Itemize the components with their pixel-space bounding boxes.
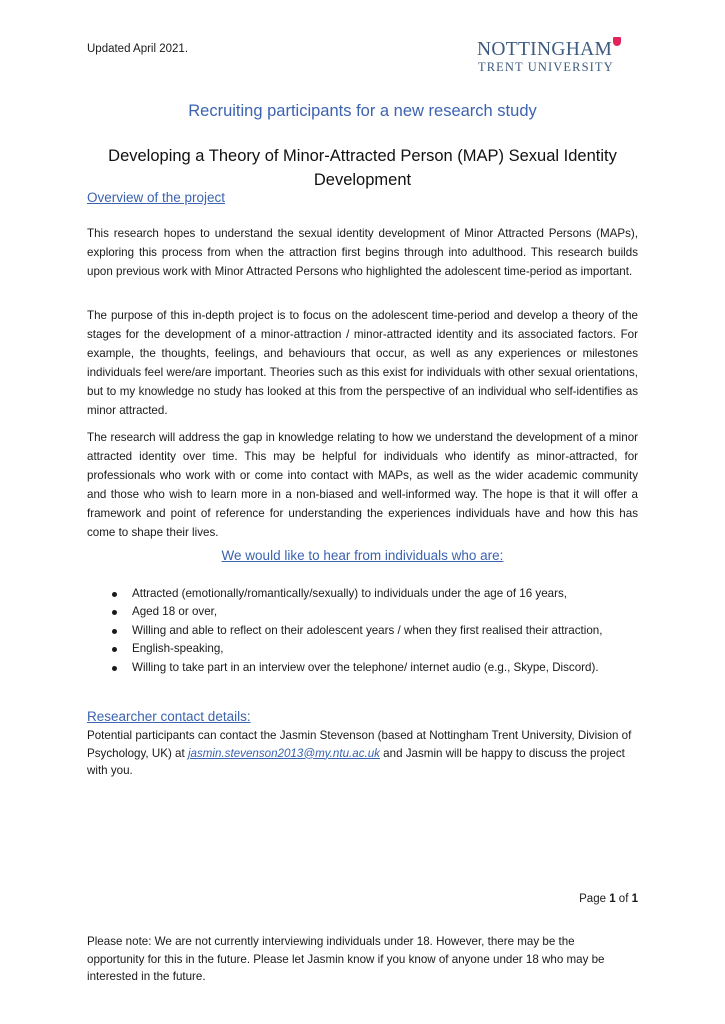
contact-details: Potential participants can contact the Jasmin Stevenson (based at Nottingham Trent University, Division of Psychology, UK) at jasmin.stevenson2013@my.ntu.ac.uk and Jasmin will be happy to discuss the project with you. <box>87 729 632 778</box>
page-title: Developing a Theory of Minor-Attracted Person (MAP) Sexual Identity Development <box>108 147 617 189</box>
overview-paragraph-2: The purpose of this in-depth project is to focus on the adolescent time-period and develop a theory of the stages for the development of a minor-attraction / minor-attracted identity and its associated factors. For example, the thoughts, feelings, and behaviours that occur, as well as any experiences or milestones individuals feel were/are important. Theories such as this exist for individuals with other sexual orientations, but to my knowledge no study has looked at this from the perspective of an individual who self-identifies as minor attracted. <box>87 309 638 417</box>
bullet-icon <box>112 666 117 671</box>
contact-heading: Researcher contact details: <box>87 709 251 724</box>
bullet-icon <box>112 610 117 615</box>
list-item: Willing to take part in an interview over the telephone/ internet audio (e.g., Skype, Discord). <box>112 659 602 677</box>
criteria-heading: We would like to hear from individuals who are: <box>221 548 504 563</box>
list-item: Attracted (emotionally/romantically/sexually) to individuals under the age of 16 years, <box>112 585 602 603</box>
updated-date: Updated April 2021. <box>87 43 189 55</box>
bullet-icon <box>112 629 117 634</box>
shield-icon <box>613 37 621 46</box>
logo-text-trent-university: TRENT UNIVERSITY <box>478 60 614 74</box>
page-number: Page 1 of 1 <box>579 893 638 905</box>
list-item: Aged 18 or over, <box>112 603 602 621</box>
footer-note: Please note: We are not currently interviewing individuals under 18. However, there may be the opportunity for this in the future. Please let Jasmin know if you know of anyone under 18 who may be interested in the future. <box>87 935 605 984</box>
overview-paragraph-3: The research will address the gap in knowledge relating to how we understand the development of a minor attracted identity over time. This may be helpful for individuals who identify as minor-attracted, for professionals who work with or come into contact with MAPs, as well as the wider academic community and those who wish to learn more in a non-biased and well-informed way. The hope is that it will offer a framework and point of reference for understanding the experiences individuals have and how this has come to shape their lives. <box>87 431 638 539</box>
list-item: English-speaking, <box>112 640 602 658</box>
list-item: Willing and able to reflect on their adolescent years / when they first realised their attraction, <box>112 622 602 640</box>
university-logo <box>477 40 627 74</box>
email-link[interactable]: jasmin.stevenson2013@my.ntu.ac.uk <box>187 746 380 760</box>
bullet-icon <box>112 592 117 597</box>
overview-heading: Overview of the project <box>87 190 226 205</box>
logo-text-nottingham: NOTTINGHAM <box>477 39 613 60</box>
overview-paragraph-1: This research hopes to understand the sexual identity development of Minor Attracted Persons (MAPs), exploring this process from when the attraction first begins through into adulthood. This research builds upon previous work with Minor Attracted Persons who highlighted the adolescent time-period as important. <box>87 227 638 278</box>
page-subtitle: Recruiting participants for a new research study <box>188 102 537 120</box>
criteria-list <box>112 585 602 677</box>
bullet-icon <box>112 647 117 652</box>
